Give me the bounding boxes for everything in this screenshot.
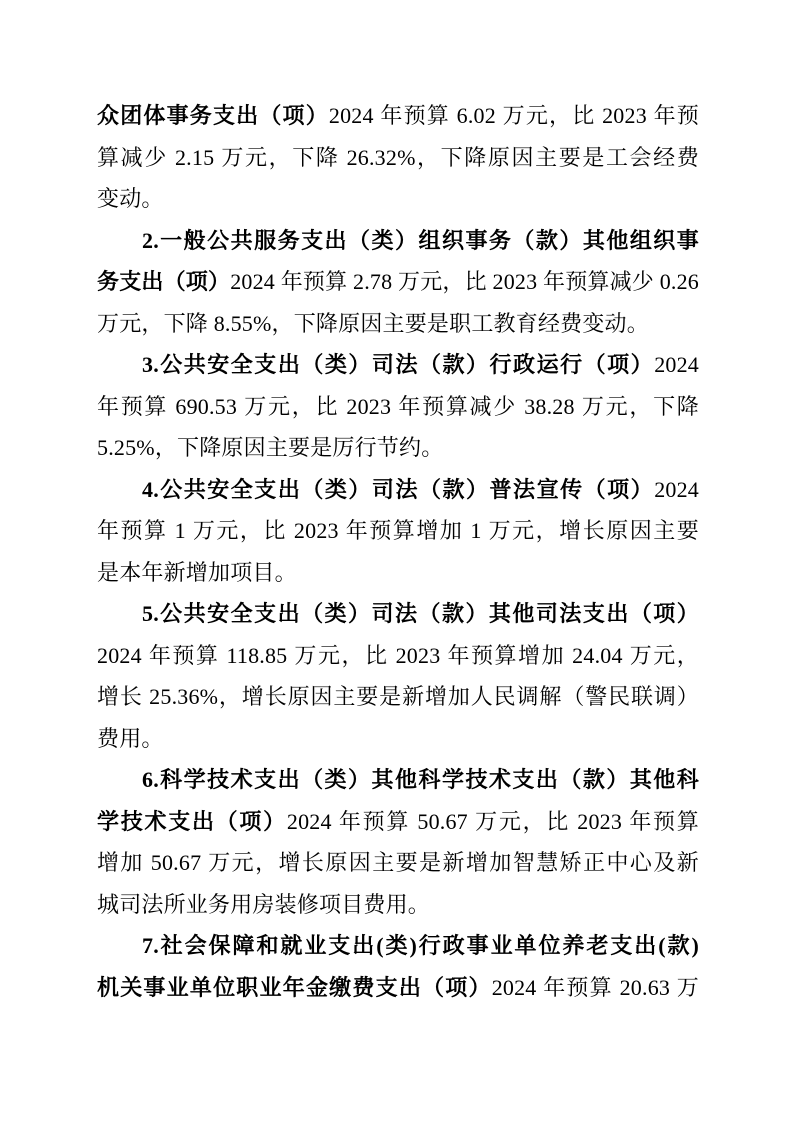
- text-line: [97, 801, 699, 843]
- text-run: 2024: [654, 476, 699, 502]
- text-line: [97, 552, 699, 594]
- text-line: [97, 593, 699, 635]
- text-line: [97, 469, 699, 511]
- text-line: [97, 676, 699, 718]
- text-line: [97, 303, 699, 345]
- text-run: 2024 年预算 2.78 万元，比 2023 年预算减少 0.26: [230, 269, 699, 294]
- text-line: [97, 967, 699, 1009]
- text-run: 2024 年预算 6.02 万元，比 2023 年预: [328, 103, 699, 128]
- text-run-bold: 7.社会保障和就业支出(类)行政事业单位养老支出(款): [142, 933, 699, 958]
- text-line: [97, 718, 699, 760]
- text-line: [97, 220, 699, 262]
- text-line: [97, 344, 699, 386]
- text-run: 年预算 1 万元，比 2023 年预算增加 1 万元，增长原因主要: [97, 518, 699, 543]
- text-line: [97, 261, 699, 303]
- text-run: 是本年新增加项目。: [97, 559, 297, 585]
- text-run: 费用。: [97, 725, 164, 751]
- text-run-bold: 2.一般公共服务支出（类）组织事务（款）其他组织事: [142, 227, 699, 253]
- text-run-bold: 3.公共安全支出（类）司法（款）行政运行（项）: [142, 352, 655, 377]
- text-run: 2024 年预算 50.67 万元，比 2023 年预算: [286, 808, 699, 834]
- text-run: 2024 年预算 20.63 万: [491, 974, 699, 1000]
- text-line: [97, 510, 699, 552]
- text-run-bold: 5.公共安全支出（类）司法（款）其他司法支出（项）: [142, 601, 699, 626]
- text-run-bold: 众团体事务支出（项）: [97, 103, 329, 128]
- text-line: [97, 635, 699, 677]
- text-run: 增长 25.36%，增长原因主要是新增加人民调解（警民联调）: [97, 684, 699, 709]
- text-run: 年预算 690.53 万元，比 2023 年预算减少 38.28 万元，下降: [97, 393, 699, 419]
- text-run-bold: 6.科学技术支出（类）其他科学技术支出（款）其他科: [142, 767, 699, 792]
- text-line: [97, 427, 699, 469]
- text-line: [97, 386, 699, 428]
- text-line: [97, 178, 699, 220]
- text-line: [97, 842, 699, 884]
- text-run: 变动。: [97, 186, 164, 211]
- text-line: [97, 884, 699, 926]
- text-line: [97, 759, 699, 801]
- text-run: 2024 年预算 118.85 万元，比 2023 年预算增加 24.04 万元，: [97, 642, 699, 668]
- text-run: 万元，下降 8.55%，下降原因主要是职工教育经费变动。: [97, 310, 649, 336]
- text-line: [97, 95, 699, 137]
- text-run: 2024: [654, 352, 699, 377]
- text-run-bold: 4.公共安全支出（类）司法（款）普法宣传（项）: [142, 476, 655, 502]
- text-run-bold: 机关事业单位职业年金缴费支出（项）: [97, 974, 492, 1000]
- text-run: 5.25%，下降原因主要是厉行节约。: [97, 435, 444, 460]
- text-run: 城司法所业务用房装修项目费用。: [97, 891, 431, 917]
- text-run-bold: 学技术支出（项）: [97, 808, 287, 834]
- text-run-bold: 务支出（项）: [97, 269, 231, 294]
- text-run: 算减少 2.15 万元，下降 26.32%，下降原因主要是工会经费: [97, 144, 699, 170]
- text-line: [97, 137, 699, 179]
- text-run: 增加 50.67 万元，增长原因主要是新增加智慧矫正中心及新: [97, 850, 699, 875]
- text-line: [97, 925, 699, 967]
